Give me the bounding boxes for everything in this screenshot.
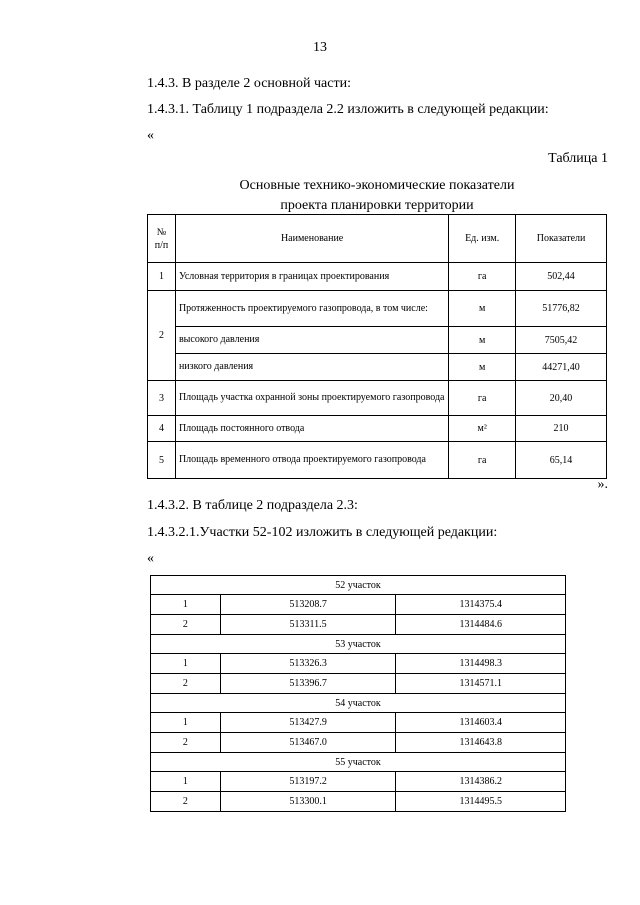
section-header-row (151, 694, 566, 713)
paragraph-1-4-3-2: 1.4.3.2. В таблице 2 подраздела 2.3: (147, 498, 358, 513)
point-number: 2 (151, 674, 221, 694)
section-title: 53 участок (151, 635, 566, 654)
row-number: 2 (148, 291, 176, 381)
header-value: Показатели (516, 215, 607, 263)
point-number: 1 (151, 772, 221, 792)
table-row (151, 733, 566, 753)
table-row (148, 291, 607, 327)
row-unit: га (449, 263, 516, 291)
row-unit: м (449, 327, 516, 354)
coordinate-x: 513467.0 (220, 733, 396, 753)
table-label: Таблица 1 (548, 151, 608, 166)
table-row (148, 263, 607, 291)
row-number: 4 (148, 416, 176, 442)
table-row (151, 674, 566, 694)
table-row (151, 792, 566, 812)
row-name: Условная территория в границах проектирования (175, 263, 448, 291)
point-number: 2 (151, 733, 221, 753)
table-row (148, 416, 607, 442)
coordinate-x: 513326.3 (220, 654, 396, 674)
paragraph-1-4-3-1: 1.4.3.1. Таблицу 1 подраздела 2.2 изложить в следующей редакции: (147, 102, 549, 117)
table-caption-line-1: Основные технико-экономические показатели (239, 178, 515, 193)
open-quote-1: « (147, 128, 154, 143)
coordinate-y: 1314495.5 (396, 792, 566, 812)
table-row (151, 595, 566, 615)
coordinate-y: 1314571.1 (396, 674, 566, 694)
coordinate-x: 513197.2 (220, 772, 396, 792)
row-name: Площадь постоянного отвода (175, 416, 448, 442)
coordinate-y: 1314375.4 (396, 595, 566, 615)
section-header-row (151, 576, 566, 595)
paragraph-1-4-3: 1.4.3. В разделе 2 основной части: (147, 76, 351, 91)
row-value: 44271,40 (516, 354, 607, 381)
header-number: № п/п (148, 215, 176, 263)
coordinate-x: 513396.7 (220, 674, 396, 694)
header-unit: Ед. изм. (449, 215, 516, 263)
point-number: 1 (151, 713, 221, 733)
row-unit: га (449, 442, 516, 479)
table-row (148, 381, 607, 416)
row-name: Площадь участка охранной зоны проектируемого газопровода (175, 381, 448, 416)
row-unit: м (449, 354, 516, 381)
row-name: низкого давления (175, 354, 448, 381)
point-number: 2 (151, 615, 221, 635)
open-quote-2: « (147, 551, 154, 566)
table-caption-line-2: проекта планировки территории (280, 198, 474, 213)
row-number: 1 (148, 263, 176, 291)
coordinate-y: 1314643.8 (396, 733, 566, 753)
row-number: 5 (148, 442, 176, 479)
coordinate-x: 513311.5 (220, 615, 396, 635)
section-title: 54 участок (151, 694, 566, 713)
coordinate-y: 1314484.6 (396, 615, 566, 635)
coordinate-y: 1314498.3 (396, 654, 566, 674)
row-value: 210 (516, 416, 607, 442)
table-header-row (148, 215, 607, 263)
coordinate-x: 513300.1 (220, 792, 396, 812)
coordinates-table (150, 575, 566, 812)
point-number: 2 (151, 792, 221, 812)
section-header-row (151, 753, 566, 772)
table-row (151, 615, 566, 635)
coordinate-x: 513208.7 (220, 595, 396, 615)
row-value: 7505,42 (516, 327, 607, 354)
close-quote: ». (597, 477, 608, 492)
table-row (148, 327, 607, 354)
row-name: Протяженность проектируемого газопровода, в том числе: (175, 291, 448, 327)
table-row (151, 654, 566, 674)
page-number: 13 (313, 40, 327, 55)
paragraph-1-4-3-2-1: 1.4.3.2.1.Участки 52-102 изложить в следующей редакции: (147, 525, 498, 540)
coordinate-y: 1314386.2 (396, 772, 566, 792)
row-name: Площадь временного отвода проектируемого газопровода (175, 442, 448, 479)
row-value: 51776,82 (516, 291, 607, 327)
row-unit: м² (449, 416, 516, 442)
table-row (148, 354, 607, 381)
point-number: 1 (151, 595, 221, 615)
row-name: высокого давления (175, 327, 448, 354)
section-title: 52 участок (151, 576, 566, 595)
row-unit: м (449, 291, 516, 327)
section-title: 55 участок (151, 753, 566, 772)
indicators-table (147, 214, 607, 479)
coordinate-x: 513427.9 (220, 713, 396, 733)
coordinate-y: 1314603.4 (396, 713, 566, 733)
point-number: 1 (151, 654, 221, 674)
table-row (151, 713, 566, 733)
table-row (151, 772, 566, 792)
row-number: 3 (148, 381, 176, 416)
row-value: 20,40 (516, 381, 607, 416)
section-header-row (151, 635, 566, 654)
row-value: 502,44 (516, 263, 607, 291)
table-row (148, 442, 607, 479)
row-value: 65,14 (516, 442, 607, 479)
row-unit: га (449, 381, 516, 416)
header-name: Наименование (175, 215, 448, 263)
